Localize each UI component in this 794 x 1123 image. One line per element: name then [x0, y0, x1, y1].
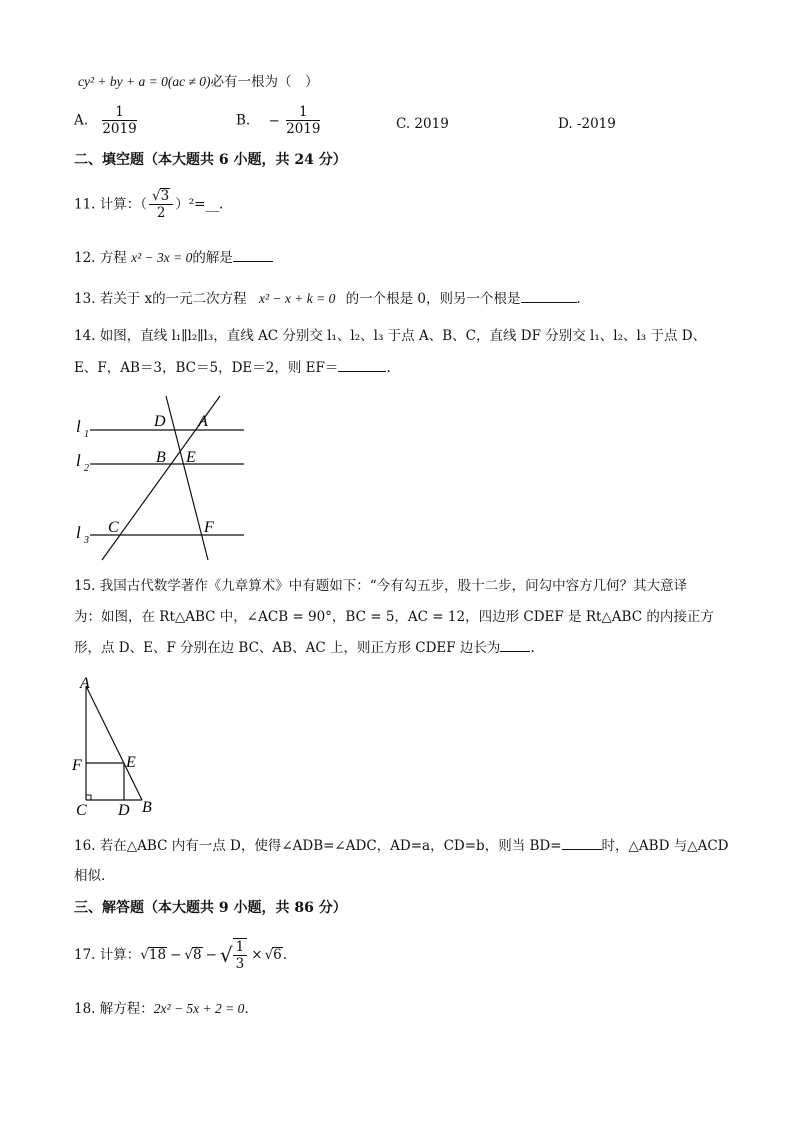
q18-equation: 2x² − 5x + 2 = 0 — [153, 1001, 245, 1016]
q16-answer-blank — [562, 836, 602, 850]
q12-prefix: 方程 — [99, 250, 127, 266]
frac-den: 2019 — [286, 121, 321, 137]
q16-line1-suffix: 时，△ABD 与△ACD — [601, 838, 729, 854]
q13-equation: x² − x + k = 0 — [258, 291, 336, 306]
q11-radicand: 3 — [160, 188, 170, 204]
q17-fraction — [233, 938, 248, 972]
q14-figure — [70, 392, 260, 574]
label-e: E — [126, 754, 136, 771]
q11-frac-num: √3 — [152, 188, 170, 204]
q17-frac-num: 1 — [233, 939, 248, 956]
q12-suffix: 的解是 — [192, 250, 233, 266]
q10-option-c: C. 2019 — [396, 116, 449, 132]
label-c: C — [76, 802, 87, 819]
frac-num: 1 — [102, 104, 136, 121]
q14-line1 — [74, 326, 706, 346]
q18 — [74, 999, 249, 1019]
section-3-title: 三、解答题（本大题共 9 小题，共 86 分） — [74, 900, 347, 916]
q13-prefix: 若关于 x的一元二次方程 — [99, 291, 247, 307]
label-l3: l — [76, 523, 81, 542]
q17 — [74, 938, 287, 978]
q14-answer-blank — [338, 358, 386, 372]
q14-line1-text: 如图，直线 l₁∥l₂∥l₃，直线 AC 分别交 l₁、l₂、l₃ 于点 A、B、C，直线 DF 分别交 l₁、l₂、l₃ 于点 D、 — [99, 328, 707, 344]
q15-line3 — [74, 638, 535, 658]
label-l3-sub: 3 — [84, 535, 89, 546]
label-d: D — [154, 413, 166, 430]
q18-end: . — [244, 1001, 249, 1017]
q16-line1 — [74, 836, 729, 856]
option-b-sign: − — [268, 112, 280, 129]
label-l2-sub: 2 — [84, 463, 89, 474]
right-angle-mark — [86, 795, 91, 800]
label-c: C — [108, 519, 119, 536]
q10-option-a — [74, 104, 139, 144]
q15-line2: 为：如图，在 Rt△ABC 中，∠ACB = 90°，BC = 5，AC = 12，四边形 CDEF 是 Rt△ABC 的内接正方 — [74, 609, 714, 625]
q10-stem — [78, 72, 319, 92]
q17-end: . — [282, 947, 288, 963]
label-l1-sub: 1 — [84, 429, 89, 440]
label-l1: l — [76, 417, 81, 436]
q17-prefix: 计算： — [99, 947, 141, 963]
q15-answer-blank — [500, 638, 530, 652]
frac-num: 1 — [286, 104, 320, 121]
q17-sqrt-6: √6 — [264, 947, 282, 963]
q12 — [74, 248, 273, 268]
q14-end: . — [386, 360, 391, 376]
q11 — [74, 188, 223, 228]
q12-number: 12. — [74, 250, 96, 266]
q17-frac-den: 3 — [235, 956, 245, 972]
q11-fraction — [149, 188, 173, 221]
label-l2: l — [76, 451, 81, 470]
q16-number: 16. — [74, 838, 96, 854]
q10-equation: cy² + by + a = 0(ac ≠ 0) — [78, 74, 211, 89]
side-ab — [86, 686, 142, 800]
q16-line1-prefix: 若在△ABC 内有一点 D，使得∠ADB=∠ADC，AD=a，CD=b，则当 BD= — [99, 838, 562, 854]
q10-option-d: D. -2019 — [558, 116, 616, 132]
label-b: B — [142, 799, 152, 816]
label-e: E — [186, 449, 196, 466]
label-f: F — [204, 519, 214, 536]
q11-suffix: ）²=__. — [175, 196, 224, 213]
q13 — [74, 289, 581, 309]
q11-number: 11. — [74, 196, 96, 213]
q17-minus-2: − — [205, 947, 217, 963]
q10-option-b — [236, 104, 322, 144]
q17-radicand-6: 6 — [273, 947, 282, 963]
q18-number: 18. — [74, 1001, 96, 1017]
q15-number: 15. — [74, 578, 96, 594]
q17-sqrt-18: √18 — [140, 947, 167, 963]
q13-answer-blank — [521, 289, 577, 303]
q11-prefix: 计算：（ — [99, 196, 148, 213]
q17-radicand-18: 18 — [148, 947, 167, 963]
q15-end: . — [530, 640, 535, 656]
q15-line1 — [74, 576, 687, 596]
q10-stem-text: 必有一根为（ ） — [210, 74, 319, 90]
q17-times: × — [251, 947, 263, 963]
section-2-title: 二、填空题（本大题共 6 小题，共 24 分） — [74, 152, 347, 168]
option-b-fraction — [286, 104, 320, 137]
q12-equation: x² − 3x = 0 — [131, 250, 193, 265]
option-b-label: B. — [236, 112, 251, 129]
q17-sqrt-8: √8 — [184, 947, 202, 963]
q13-middle: 的一个根是 0，则另一个根是 — [345, 291, 521, 307]
q15-figure — [66, 672, 166, 826]
label-f: F — [72, 757, 82, 774]
q17-minus-1: − — [170, 947, 182, 963]
q17-number: 17. — [74, 947, 96, 963]
frac-den: 2019 — [102, 121, 137, 137]
q15-line3-text: 形，点 D、E、F 分别在边 BC、AB、AC 上，则正方形 CDEF 边长为 — [74, 640, 501, 656]
q15-line1-text: 我国古代数学著作《九章算术》中有题如下：“今有勾五步，股十二步，问勾中容方几何？其大意译 — [99, 578, 688, 594]
q14-line2-text: E、F，AB＝3，BC＝5，DE＝2，则 EF＝ — [74, 360, 339, 376]
option-a-label: A. — [74, 112, 89, 129]
q17-sqrt-sign: √ — [219, 943, 233, 967]
label-b: B — [156, 449, 166, 466]
label-a: A — [198, 413, 208, 430]
q11-frac-den: 2 — [149, 204, 173, 221]
q14-number: 14. — [74, 328, 96, 344]
q12-answer-blank — [233, 248, 273, 262]
q14-line2 — [74, 358, 391, 378]
q18-prefix: 解方程： — [99, 1001, 154, 1017]
label-a: A — [80, 675, 90, 692]
q16-line2: 相似. — [74, 868, 106, 884]
q17-radicand-8: 8 — [193, 947, 202, 963]
q13-end: . — [576, 291, 581, 307]
option-a-fraction — [102, 104, 136, 137]
label-d: D — [118, 802, 130, 819]
q13-number: 13. — [74, 291, 96, 307]
